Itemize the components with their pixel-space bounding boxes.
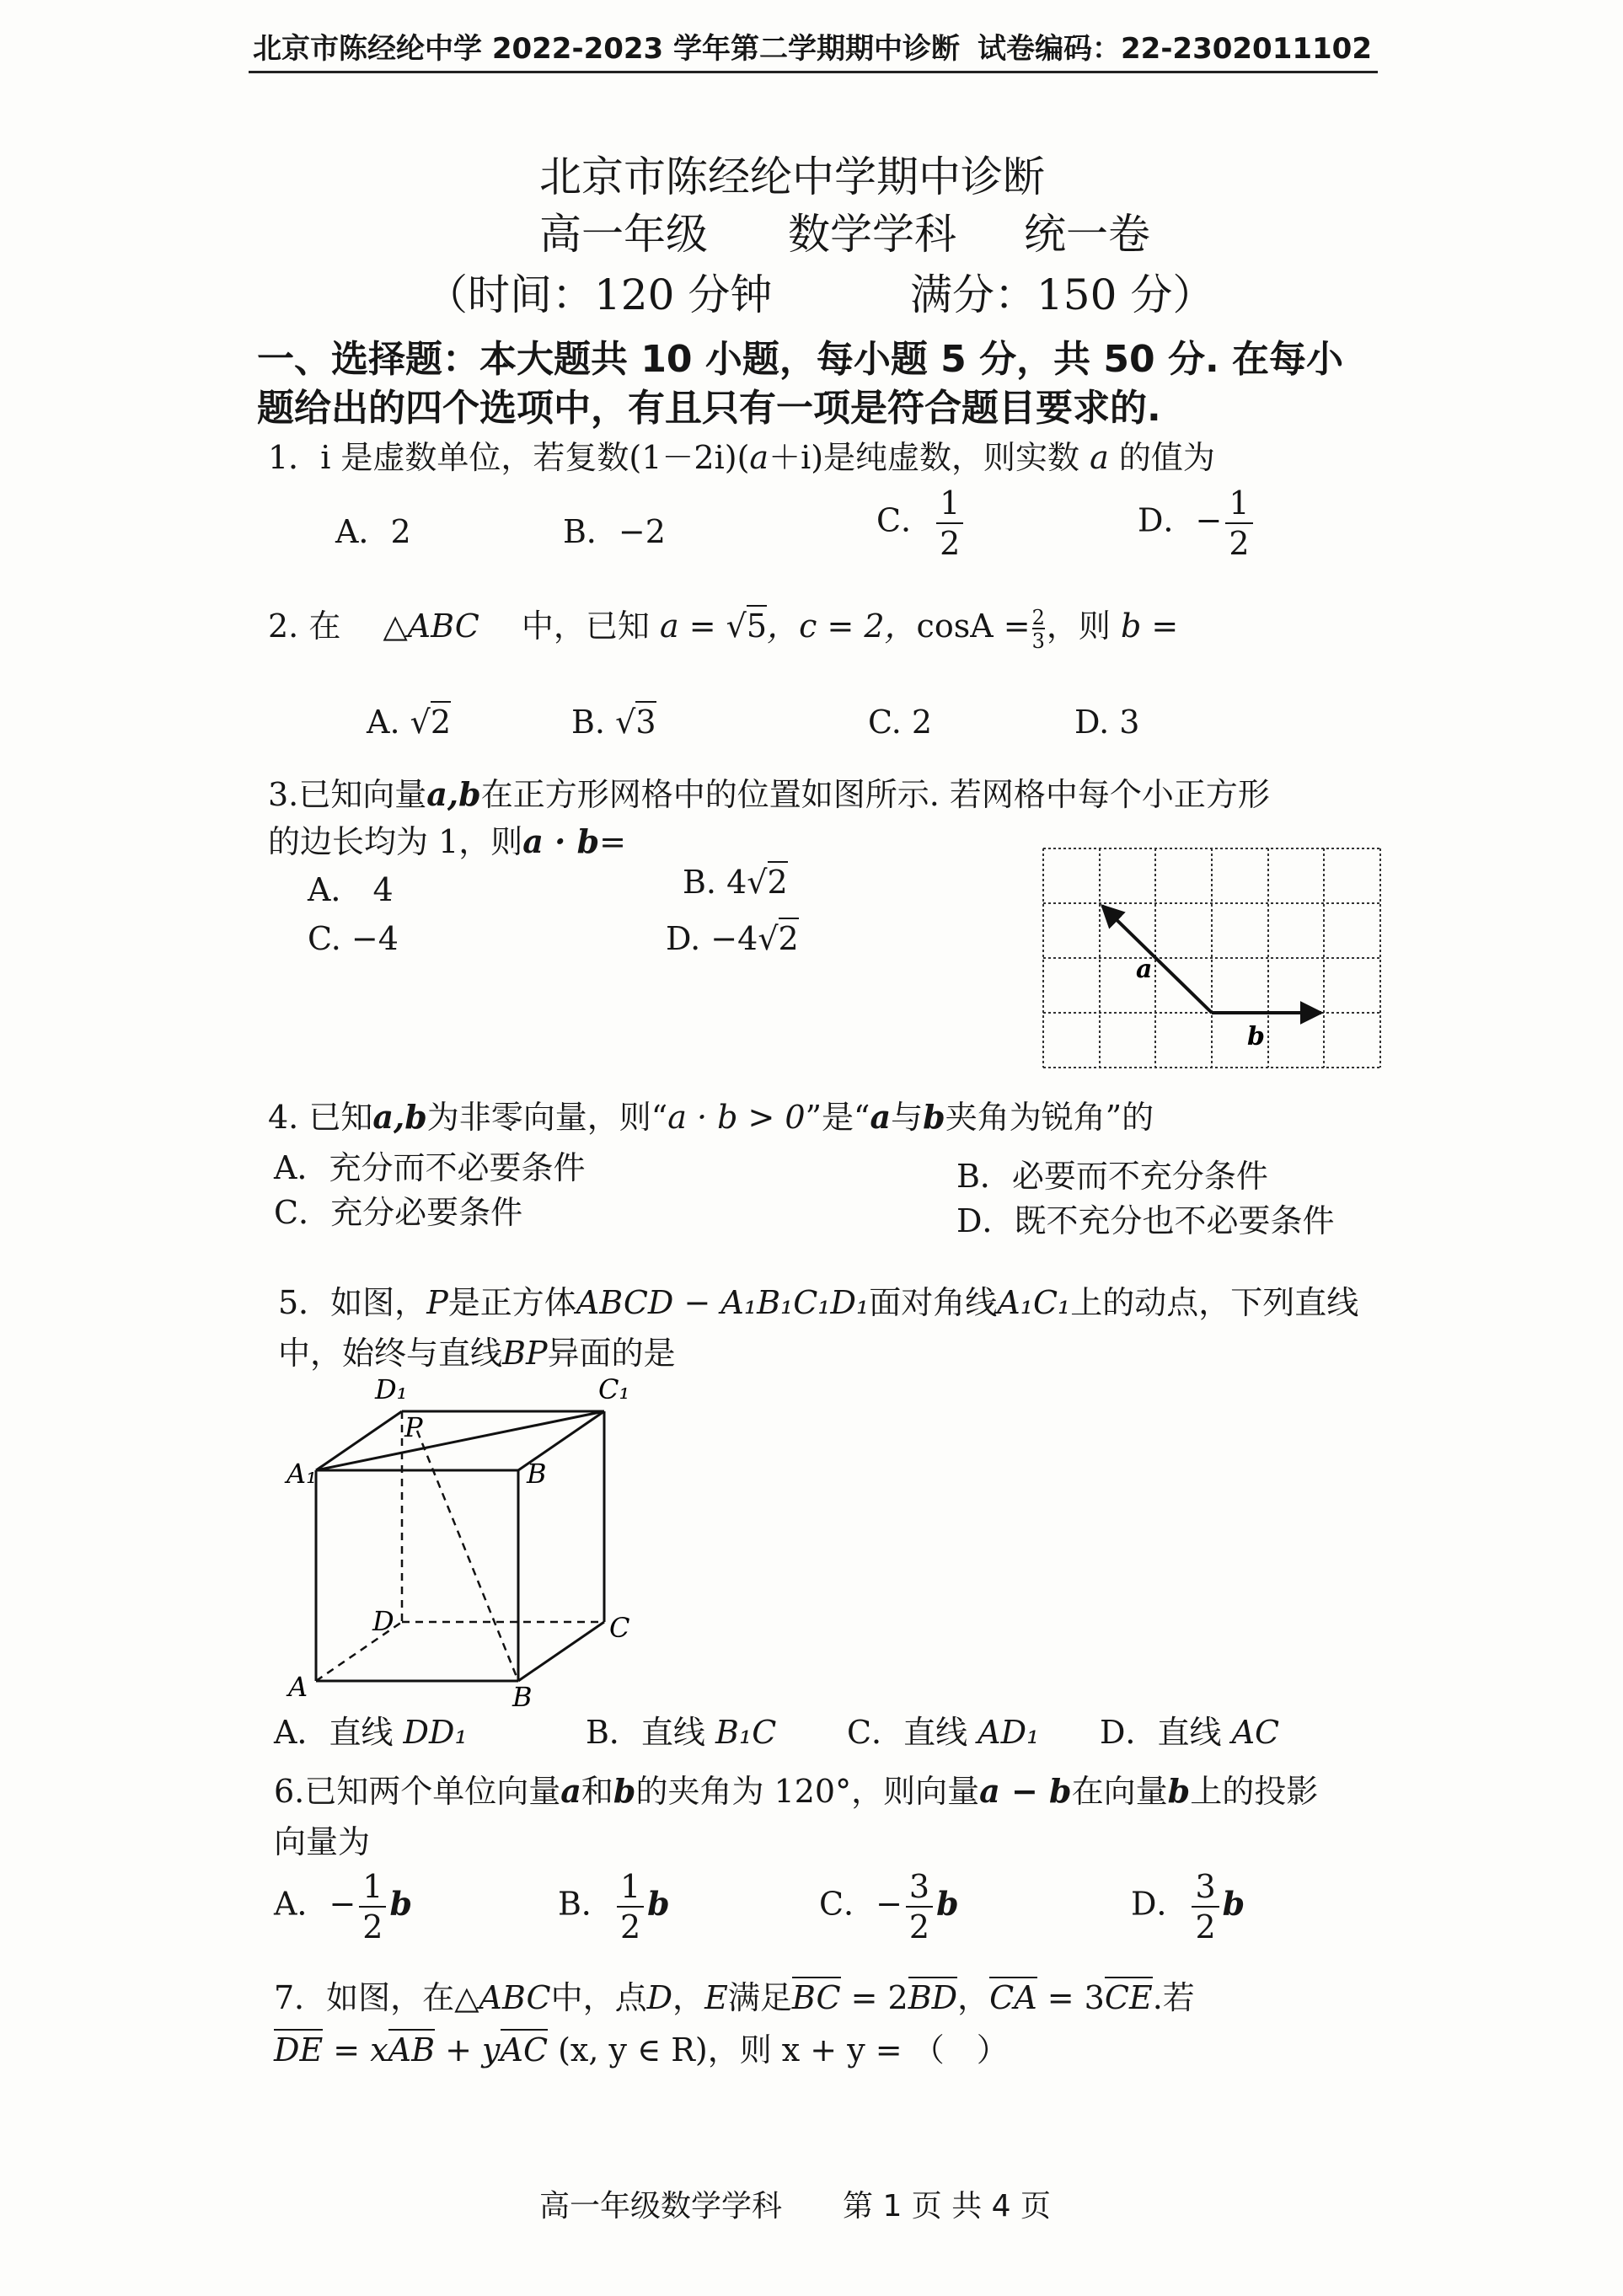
vector-a-label: a bbox=[1136, 955, 1153, 984]
q2-option-c: C. 2 bbox=[868, 704, 933, 741]
title-score: 满分：150 分） bbox=[910, 270, 1215, 319]
question-5-line1: 5．如图，P是正方体ABCD − A₁B₁C₁D₁面对角线A₁C₁上的动点，下列直线 bbox=[278, 1284, 1359, 1321]
q4-option-a: A．充分而不必要条件 bbox=[274, 1149, 586, 1186]
label-c: C bbox=[609, 1612, 630, 1644]
q2-option-a: A. √2 bbox=[367, 704, 451, 741]
header-school-term: 北京市陈经纶中学 2022-2023 学年第二学期期中诊断 bbox=[253, 32, 961, 66]
q2-option-d: D. 3 bbox=[1074, 704, 1140, 741]
question-1: 1．i 是虚数单位，若复数(1－2i)(a＋i)是纯虚数，则实数 a 的值为 bbox=[268, 439, 1215, 476]
q3-option-d: D. −4√2 bbox=[666, 920, 799, 957]
title-unified: 统一卷 bbox=[1024, 210, 1150, 259]
q6-option-a: A．− $\frac{1}{2}$ b bbox=[274, 1868, 413, 1945]
q6-option-d: D． $\frac{3}{2}$ b bbox=[1131, 1868, 1245, 1945]
q3-vector-grid-figure bbox=[1036, 838, 1390, 1074]
page-title: 北京市陈经纶中学期中诊断 bbox=[539, 153, 1045, 201]
q3-option-a: A． 4 bbox=[308, 871, 394, 908]
q1-option-d: D．− $\frac{1}{2}$ bbox=[1138, 487, 1256, 559]
vector-b-label: b bbox=[1247, 1022, 1265, 1052]
q1-option-a: A．2 bbox=[335, 513, 411, 550]
segment-bp bbox=[417, 1431, 518, 1681]
q5-option-d: D．直线 AC bbox=[1100, 1714, 1280, 1751]
question-6-line1: 6.已知两个单位向量a和b的夹角为 120°，则向量a − b在向量b上的投影 bbox=[274, 1772, 1319, 1810]
q5-option-b: B．直线 B₁C bbox=[586, 1714, 777, 1751]
q2-option-b: B. √3 bbox=[571, 704, 656, 741]
q3-option-c: C. −4 bbox=[308, 920, 399, 957]
grid-lines bbox=[1043, 848, 1380, 1068]
q4-option-b: B．必要而不充分条件 bbox=[956, 1158, 1268, 1195]
question-7-line2: DE = xAB + yAC (x, y ∈ R)，则 x + y = （ ） bbox=[274, 2024, 1009, 2070]
question-4: 4. 已知a,b为非零向量，则“a · b > 0”是“a与b夹角为锐角”的 bbox=[268, 1098, 1154, 1136]
title-subject: 数学学科 bbox=[788, 210, 956, 259]
section-heading: 一、选择题：本大题共 10 小题，每小题 5 分，共 50 分. 在每小 bbox=[257, 338, 1344, 381]
header-exam-code: 试卷编码：22-2302011102 bbox=[978, 32, 1372, 66]
q1-option-c: C． $\frac{1}{2}$ bbox=[876, 487, 967, 559]
header-rule bbox=[249, 71, 1378, 73]
question-5-line2: 中，始终与直线BP异面的是 bbox=[278, 1335, 676, 1372]
q5-option-c: C．直线 AD₁ bbox=[847, 1714, 1040, 1751]
label-c1: C₁ bbox=[598, 1373, 630, 1405]
q6-option-c: C．− $\frac{3}{2}$ b bbox=[819, 1868, 959, 1945]
label-b1: B bbox=[527, 1458, 547, 1490]
q1-option-b: B．−2 bbox=[563, 513, 666, 550]
title-grade: 高一年级 bbox=[539, 210, 708, 259]
q6-option-b: B． $\frac{1}{2}$ b bbox=[558, 1868, 670, 1945]
q5-option-a: A．直线 DD₁ bbox=[274, 1714, 468, 1751]
question-6-line2: 向量为 bbox=[274, 1823, 371, 1860]
label-a1: A₁ bbox=[287, 1458, 317, 1490]
label-d1: D₁ bbox=[375, 1373, 408, 1405]
vector-a-arrow bbox=[1102, 906, 1212, 1013]
question-7-line1: 7．如图，在△ABC中，点D，E满足BC = 2BD，CA = 3CE.若 bbox=[274, 1972, 1195, 2018]
label-a: A bbox=[288, 1671, 308, 1703]
section-instruction: 题给出的四个选项中，有且只有一项是符合题目要求的. bbox=[257, 387, 1161, 430]
q4-option-d: D．既不充分也不必要条件 bbox=[956, 1202, 1335, 1239]
label-p: P bbox=[404, 1411, 423, 1443]
label-d: D bbox=[372, 1605, 394, 1637]
question-3-line1: 3.已知向量a,b在正方形网格中的位置如图所示. 若网格中每个小正方形 bbox=[268, 775, 1270, 813]
q4-option-c: C．充分必要条件 bbox=[274, 1194, 523, 1231]
question-3-line2: 的边长均为 1，则a · b= bbox=[268, 822, 626, 860]
title-time: （时间：120 分钟 bbox=[426, 270, 773, 319]
page-footer: 高一年级数学学科 第 1 页 共 4 页 bbox=[539, 2189, 1052, 2224]
q3-option-b: B. 4√2 bbox=[683, 864, 788, 901]
question-2: 2. 在 △ABC 中，已知 a = √5，c = 2，cosA = $\frac{2}{3}$ ，则 b = bbox=[268, 605, 1179, 653]
label-b: B bbox=[512, 1681, 533, 1706]
q5-cube-figure bbox=[278, 1369, 649, 1706]
